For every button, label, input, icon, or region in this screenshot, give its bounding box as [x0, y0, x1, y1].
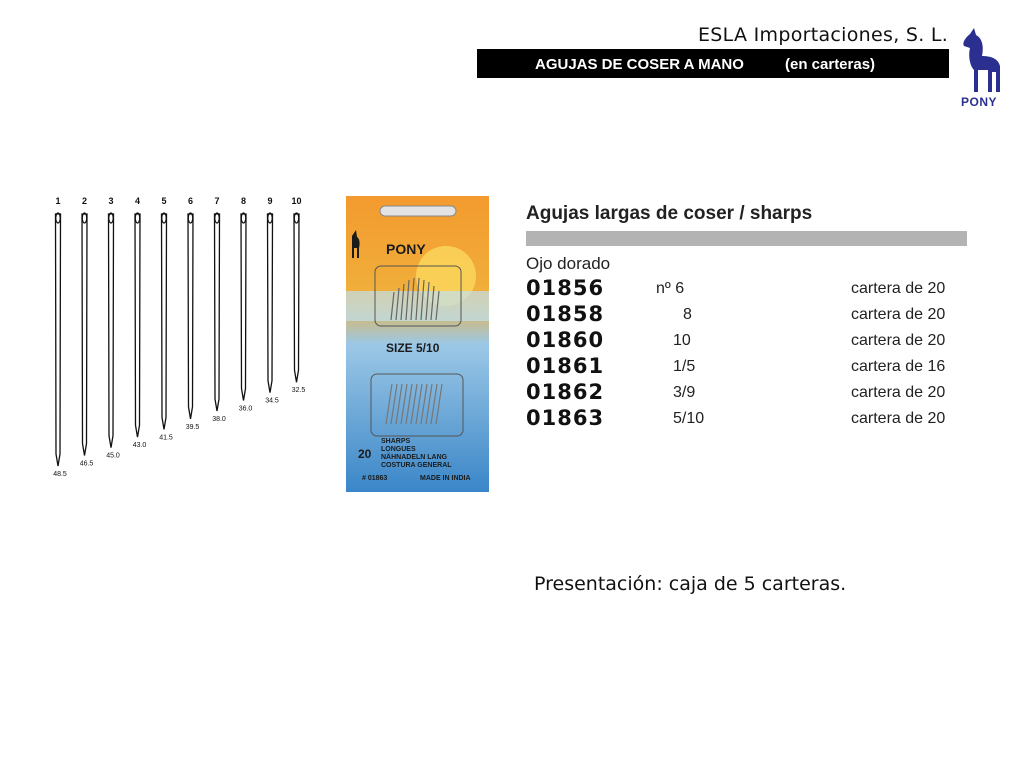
- product-code: 01862: [526, 380, 605, 404]
- needle-size: nº 6: [656, 280, 685, 297]
- title-banner: [477, 49, 949, 78]
- needle-number: 4: [134, 196, 141, 206]
- needle-size: 8: [683, 306, 692, 323]
- needle-shape: [188, 214, 193, 419]
- product-list: [526, 276, 966, 432]
- needle-number: 9: [267, 196, 273, 206]
- package-origin: MADE IN INDIA: [420, 475, 471, 482]
- list-item: [526, 302, 966, 328]
- needle-size: 1/5: [673, 358, 696, 375]
- needle-length: 48.5: [53, 471, 67, 478]
- banner-title: AGUJAS DE COSER A MANO: [535, 56, 744, 73]
- needle-shape: [135, 214, 140, 437]
- product-code: 01863: [526, 406, 605, 430]
- needle-length: 41.5: [159, 434, 173, 442]
- divider-bar: [526, 231, 967, 246]
- needle-number: 2: [81, 196, 88, 206]
- product-title: Agujas largas de coser / sharps: [526, 203, 813, 224]
- needle-shape: [268, 214, 273, 393]
- package-size: SIZE 5/10: [386, 341, 440, 355]
- package-code: # 01863: [362, 475, 388, 482]
- pack-size: cartera de 20: [851, 410, 946, 427]
- needle-size: 3/9: [673, 384, 696, 401]
- needle-package-image: [346, 196, 489, 492]
- pack-size: cartera de 20: [851, 384, 946, 401]
- needle-number: 3: [108, 196, 114, 206]
- needle-size: 10: [673, 332, 691, 349]
- needle-number: 8: [240, 196, 247, 206]
- product-code: 01860: [526, 328, 605, 352]
- presentation-note: Presentación: caja de 5 carteras.: [534, 573, 847, 595]
- needle-shape: [294, 214, 299, 382]
- list-item: [526, 328, 966, 354]
- needle-number: 10: [291, 196, 302, 206]
- needle-size: 5/10: [673, 410, 705, 427]
- package-brand: PONY: [386, 241, 426, 257]
- product-code: 01858: [526, 302, 605, 326]
- list-item: [526, 380, 966, 406]
- needle-length: 43.0: [132, 442, 147, 450]
- product-subtitle: Ojo dorado: [526, 254, 611, 273]
- needle-shape: [109, 214, 114, 448]
- needle-shape: [82, 214, 87, 456]
- needle-length: 38.0: [212, 416, 226, 424]
- list-item: [526, 276, 966, 302]
- pack-size: cartera de 16: [851, 358, 946, 375]
- needle-length: 46.5: [79, 460, 94, 468]
- needle-length: 34.5: [265, 397, 279, 405]
- needle-number: 1: [55, 196, 61, 206]
- needle-shape: [215, 214, 220, 411]
- needle-number: 5: [161, 196, 167, 206]
- needle-length: 32.5: [291, 387, 306, 395]
- company-name: ESLA Importaciones, S. L.: [698, 24, 949, 46]
- package-line-1: SHARPS: [381, 438, 411, 445]
- needle-length: 45.0: [106, 452, 120, 460]
- package-line-2: LONGUES: [381, 446, 416, 453]
- needle-shape: [241, 214, 246, 401]
- package-line-3: NÄHNADELN LANG: [381, 454, 448, 461]
- pack-size: cartera de 20: [851, 280, 946, 297]
- needle-shape: [162, 214, 167, 429]
- pack-size: cartera de 20: [851, 332, 946, 349]
- banner-subtitle: (en carteras): [785, 56, 876, 73]
- list-item: [526, 354, 966, 380]
- product-code: 01856: [526, 276, 605, 300]
- package-count: 20: [358, 447, 372, 461]
- needle-length: 39.5: [185, 423, 200, 431]
- needle-number: 6: [187, 196, 194, 206]
- needle-shape: [56, 214, 61, 466]
- logo-text: PONY: [961, 95, 998, 109]
- product-code: 01861: [526, 354, 605, 378]
- needle-length: 36.0: [238, 405, 253, 413]
- pack-size: cartera de 20: [851, 306, 946, 323]
- needle-size-chart: [40, 190, 320, 490]
- needle-number: 7: [214, 196, 220, 206]
- package-line-4: COSTURA GENERAL: [381, 462, 452, 469]
- list-item: [526, 406, 966, 432]
